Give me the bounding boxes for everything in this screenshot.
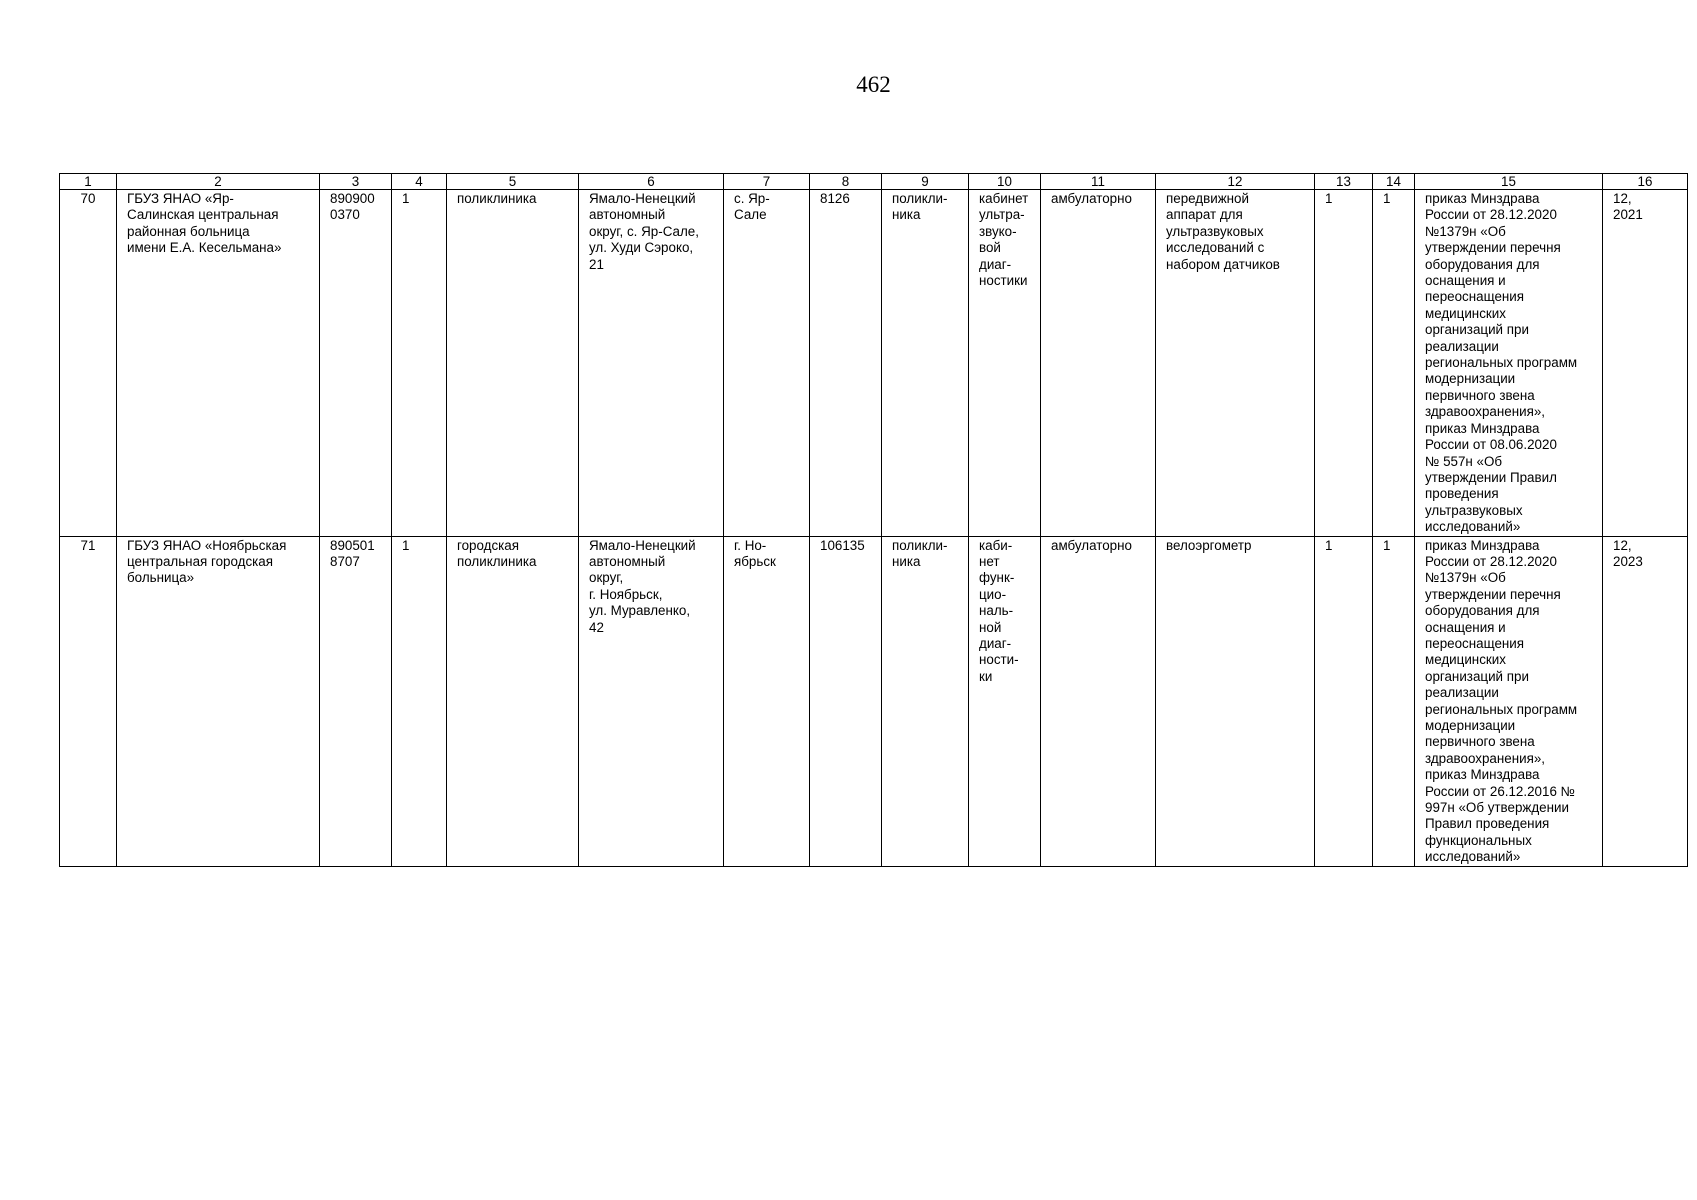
room-cell: каби- нет функ- цио- наль- ной диаг- ности- ки [969, 536, 1041, 866]
column-header: 14 [1373, 174, 1415, 190]
count-cell: 1 [392, 536, 447, 866]
address-cell: Ямало-Ненецкий автономный округ, с. Яр-Сале, ул. Худи Сэроко, 21 [579, 190, 724, 537]
date-cell: 12, 2023 [1603, 536, 1688, 866]
column-header: 1 [60, 174, 117, 190]
equipment-table [59, 173, 1688, 867]
column-header: 7 [724, 174, 810, 190]
column-header: 9 [882, 174, 969, 190]
division-cell: поликли- ника [882, 536, 969, 866]
date-cell: 12, 2021 [1603, 190, 1688, 537]
quantity-cell: 1 [1373, 190, 1415, 537]
count-cell: 1 [392, 190, 447, 537]
regulation-cell: приказ Минздрава России от 28.12.2020 №1379н «Об утверждении перечня оборудования для оснащения и переоснащения медицинских организаций при реализации региональных программ модернизации первичного звена здравоохранения», приказ Минздрава России от 08.06.2020 № 557н «Об утверждении Правил проведения ультразвуковых исследований» [1415, 190, 1603, 537]
row-number-cell: 71 [60, 536, 117, 866]
population-cell: 8126 [810, 190, 882, 537]
care-condition-cell: амбулаторно [1041, 190, 1156, 537]
inn-cell: 890501 8707 [320, 536, 392, 866]
unit-type-cell: городская поликлиника [447, 536, 579, 866]
regulation-cell: приказ Минздрава России от 28.12.2020 №1379н «Об утверждении перечня оборудования для оснащения и переоснащения медицинских организаций при реализации региональных программ модернизации первичного звена здравоохранения», приказ Минздрава России от 26.12.2016 № 997н «Об утверждении Правил проведения функциональных исследований» [1415, 536, 1603, 866]
column-header: 4 [392, 174, 447, 190]
table-row [60, 536, 1688, 866]
quantity-cell: 1 [1373, 536, 1415, 866]
column-header: 16 [1603, 174, 1688, 190]
organization-name-cell: ГБУЗ ЯНАО «Ноябрьская центральная городская больница» [117, 536, 320, 866]
room-cell: кабинет ультра- звуко- вой диаг- ностики [969, 190, 1041, 537]
column-header: 3 [320, 174, 392, 190]
table-row [60, 190, 1688, 537]
locality-cell: с. Яр- Сале [724, 190, 810, 537]
care-condition-cell: амбулаторно [1041, 536, 1156, 866]
column-header: 6 [579, 174, 724, 190]
address-cell: Ямало-Ненецкий автономный округ, г. Ноябрьск, ул. Муравленко, 42 [579, 536, 724, 866]
column-header: 5 [447, 174, 579, 190]
division-cell: поликли- ника [882, 190, 969, 537]
column-header: 11 [1041, 174, 1156, 190]
column-header: 8 [810, 174, 882, 190]
equipment-cell: велоэргометр [1156, 536, 1315, 866]
column-header: 2 [117, 174, 320, 190]
column-header: 10 [969, 174, 1041, 190]
quantity-cell: 1 [1315, 536, 1373, 866]
quantity-cell: 1 [1315, 190, 1373, 537]
column-header: 15 [1415, 174, 1603, 190]
organization-name-cell: ГБУЗ ЯНАО «Яр- Салинская центральная районная больница имени Е.А. Кесельмана» [117, 190, 320, 537]
row-number-cell: 70 [60, 190, 117, 537]
unit-type-cell: поликлиника [447, 190, 579, 537]
column-header: 12 [1156, 174, 1315, 190]
page-number: 462 [856, 72, 891, 97]
equipment-cell: передвижной аппарат для ультразвуковых исследований с набором датчиков [1156, 190, 1315, 537]
table-header-row [60, 174, 1688, 190]
inn-cell: 890900 0370 [320, 190, 392, 537]
column-header: 13 [1315, 174, 1373, 190]
population-cell: 106135 [810, 536, 882, 866]
locality-cell: г. Но- ябрьск [724, 536, 810, 866]
